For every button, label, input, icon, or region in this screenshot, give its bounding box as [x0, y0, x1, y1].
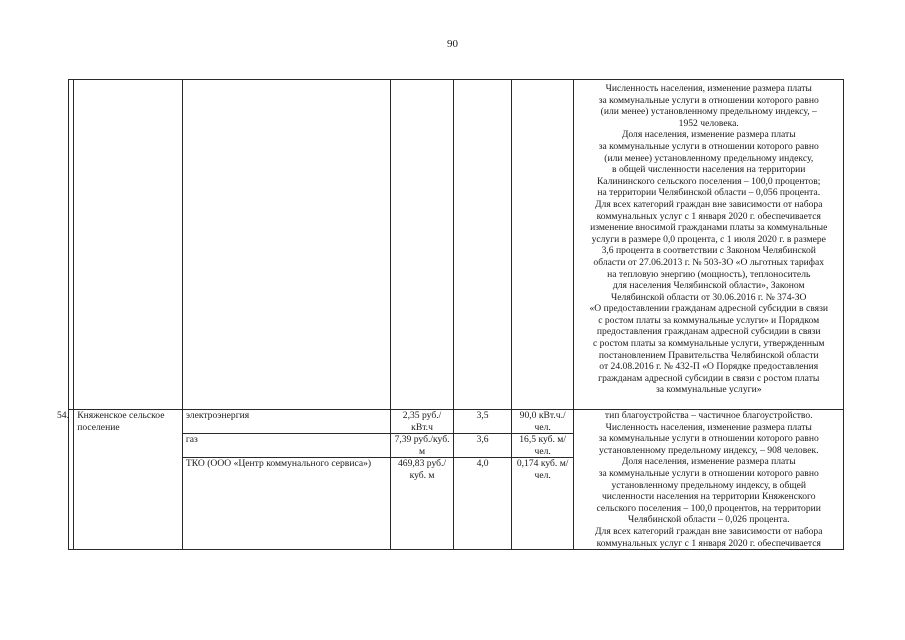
description-line: предоставления гражданам адресной субсидии в связи [596, 326, 821, 338]
description-line: за коммунальные услуги» [655, 384, 762, 396]
description-line: Калининского сельского поселения – 100,0 процентов; [597, 175, 821, 187]
description-line: Для всех категорий граждан вне зависимости от набора [595, 198, 823, 210]
service-index: 4,0 [454, 458, 511, 550]
description-line: за коммунальные услуги в отношении которого равно [598, 140, 819, 152]
description-line: Челябинской области – 0,026 процента. [628, 514, 790, 526]
index-cell [454, 80, 511, 410]
description-line: «О предоставлении гражданам адресной субсидии в связи [589, 303, 828, 315]
description-line: численности населения на территории Княженского [601, 491, 816, 503]
page-number: 90 [447, 38, 458, 50]
description-line: сельского поселения – 100,0 процентов, на территории [596, 502, 821, 514]
description-line: Для всех категорий граждан вне зависимости от набора [595, 525, 823, 537]
service-index: 3,6 [454, 434, 511, 458]
service-name: электроэнергия [182, 410, 390, 434]
tariff-cell [390, 80, 454, 410]
description-line: от 24.08.2016 г. № 432-П «О Порядке предоставления [599, 361, 819, 373]
description-line: (или менее) установленному предельному индексу, – [600, 106, 817, 118]
description-line: постановлением Правительства Челябинской области [598, 349, 819, 361]
description-line: коммунальных услуг с 1 января 2020 г. обеспечивается [596, 210, 821, 222]
description-line: Челябинской области от 30.06.2016 г. № 374-ЗО [611, 291, 807, 303]
description-line: коммунальных услуг с 1 января 2020 г. обеспечивается [596, 537, 821, 549]
description-line: области от 27.06.2013 г. № 503-ЗО «О льготных тарифах [593, 256, 825, 268]
service-cell [182, 80, 390, 410]
service-tariff: 2,35 руб./кВт.ч [390, 410, 454, 434]
settlement-name: Княженское сельское поселение [74, 410, 183, 550]
service-volume: 0,174 куб. м/чел. [511, 458, 574, 550]
service-tariff: 7,39 руб./куб. м [390, 434, 454, 458]
description-line: с ростом платы за коммунальные услуги» и Порядком [598, 314, 820, 326]
description-line: (или менее) установленному предельному индексу, [604, 152, 814, 164]
description-line: изменение вносимой гражданами платы за коммунальные [590, 222, 828, 234]
service-name: ТКО (ООО «Центр коммунального сервиса») [182, 458, 390, 550]
description-line: Доля населения, изменение размера платы [621, 129, 796, 141]
tariff-table [57, 79, 844, 550]
table-row [69, 410, 844, 434]
settlement-cell [74, 80, 183, 410]
description-line: установленному предельному индексу, – 908 человек. [598, 444, 819, 456]
description-line: Численность населения, изменение размера платы [605, 83, 812, 94]
description-line: за коммунальные услуги в отношении которого равно [598, 94, 819, 106]
description-line: Численность населения, изменение размера платы [605, 421, 812, 433]
description-line: в общей численности населения на территории [612, 164, 806, 176]
description-cell [574, 410, 844, 550]
description-line: за коммунальные услуги в отношении которого равно [598, 467, 819, 479]
description-line: с ростом платы за коммунальные услуги, утвержденным [592, 338, 825, 350]
description-line: гражданам адресной субсидии в связи с ростом платы [598, 372, 820, 384]
service-volume: 90,0 кВт.ч./чел. [511, 410, 574, 434]
service-tariff: 469,83 руб./куб. м [390, 458, 454, 550]
description-line: 3,6 процента в соответствии с Законом Челябинской [601, 245, 816, 257]
continuation-row [69, 80, 844, 410]
description-line: на тепловую энергию (мощность), теплоноситель [607, 268, 811, 280]
description-line: на территории Челябинской области – 0,056 процента. [597, 187, 821, 199]
service-index: 3,5 [454, 410, 511, 434]
description-line: Доля населения, изменение размера платы [621, 456, 796, 468]
description-cell [574, 80, 844, 410]
description-line: тип благоустройства – частичное благоустройство. [604, 410, 813, 421]
description-line: за коммунальные услуги в отношении которого равно [598, 433, 819, 445]
row-number-label: 54. [57, 410, 69, 421]
service-volume: 16,5 куб. м/чел. [511, 434, 574, 458]
volume-cell [511, 80, 574, 410]
description-line: для населения Челябинской области», Законом [612, 280, 805, 292]
service-name: газ [182, 434, 390, 458]
description-line: установленному предельному индексу, в общей [611, 479, 806, 491]
description-line: услуги в размере 0,0 процента, с 1 июля 2020 г. в размере [591, 233, 826, 245]
description-line: 1952 человека. [678, 117, 739, 129]
